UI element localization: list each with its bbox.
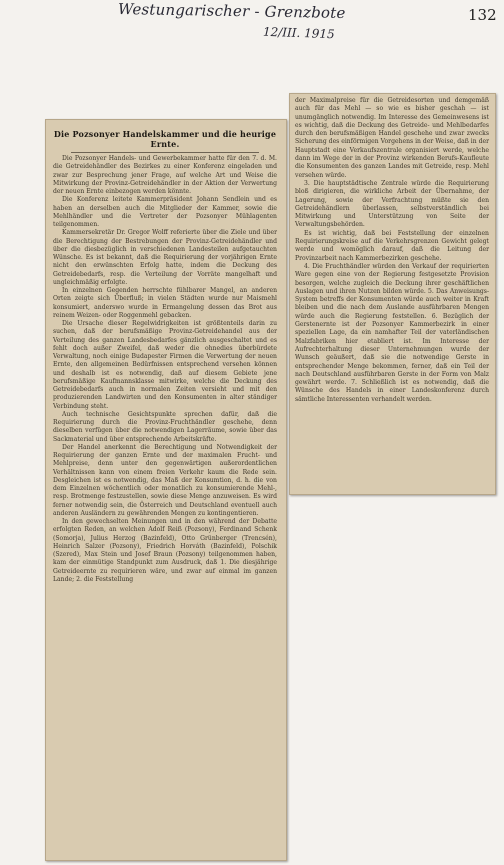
article-paragraph: Der Handel anerkennt die Berechtigung und Notwendigkeit der Requirierung der ganzen Ernte und der maximalen Frucht- und Mehlpreise, denn unter den gegenwärtigen außerordentlichen Verhältnissen kann von einem freien Verkehr kaum die Rede sein. Desgleichen ist es notwendig, das Maß der Konsumtion, d. h. die von dem Einzelnen wöchentlich oder monatlich zu konsumierende Mehl-, resp. Brotmenge festzustellen, sowie diese Menge anzuweisen. Es wird ferner notwendig sein, die Österreich und Deutschland eventuell auch anderen Ausländern zu gewährenden Mengen zu kontingentieren. [53,443,277,517]
handwritten-date: 12/III. 1915 [262,24,335,42]
article-paragraph: Es ist wichtig, daß bei Feststellung der einzelnen Requirierungskreise auf die Verkehrsgrenzen Gewicht gelegt werde und womöglich darauf, daß die Leitung der Provinzarbeit nach Kammerbezirken geschehe. [295,229,489,262]
handwritten-newspaper-title: Westungarischer - Grenzbote [117,0,346,22]
article-paragraph: In den gewechselten Meinungen und in den während der Debatte erfolgten Reden, an welchen Adolf Reiß (Pozsony), Ferdinand Schenk (Somorja), Julius Herzog (Bazinfeld), Otto Grünberger (Trencsén), Heinrich Salzer (Pozsony), Friedrich Horváth (Bazinfeld), Polschik (Szered), Max Stein und Josef Braun (Pozsony) teilgenommen haben, kam der einmütige Standpunkt zum Ausdruck, daß 1. Die diesjährige Getreideernte zu requirieren wäre, und zwar auf einmal im ganzen Lande; 2. die Feststellung [53,518,277,583]
handwritten-annotation [118,2,348,46]
article-paragraph: Die Pozsonyer Handels- und Gewerbekammer hatte für den 7. d. M. die Getreidehändler des Bezirkes zu einer Konferenz eingeladen und zwar zur Besprechung jener Frage, auf welche Art und Weise die Mitwirkung der Provinz-Getreidehändler in der Aktion der Verwertung der neuen Ernte einbezogen werden könnte. [53,155,277,195]
article-paragraph: In einzelnen Gegenden herrschte fühlbarer Mangel, an anderen Orten zeigte sich Überfluß; in vielen Städten wurde nur Maismehl konsumiert, anderswo wurde in Ermangelung dessen das Brot aus reinem Weizen- oder Roggenmehl gebacken. [53,287,277,319]
page-number: 132 [468,6,497,24]
article-paragraph: Die Ursache dieser Regelwidrigkeiten ist größtenteils darin zu suchen, daß der berufsmäßige Provinz-Getreidehandel aus der Verteilung des ganzen Landesbedarfes gänzlich ausgeschaltet und es fehlt doch außer Zweifel, daß weder die ohnedies überbürdete Verwaltung, noch einige Budapester Firmen die Verwertung der neuen Ernte, den allgemeinen Bedürfnissen entsprechend versehen können und deshalb ist es notwendig, daß auf diesem Gebiete jene berufsmäßige Kaufmannsklasse mitwirke, welche die Deckung des Getreidebedarfs auch in normalen Zeiten versieht und mit den produzierenden Landwirten und den Konsumenten in alter ständiger Verbindung steht. [53,320,277,410]
article-column-right [295,97,489,404]
article-paragraph: 4. Die Fruchthändler würden den Verkauf der requirierten Ware gegen eine von der Regierung festgesetzte Provision besorgen, welche zugleich die Deckung ihrer geschäftlichen Auslagen und ihren Nutzen bilden würde. 5. Das Anweisungs-System betreffs der Konsumenten würde auch weiter in Kraft bleiben und die nach dem Auslande ausführbaren Mengen würde auch die Regierung feststellen. 6. Bezüglich der Gerstenernte ist der Pozsonyer Kammerbezirk in einer speziellen Lage, da ein namhafter Teil der vaterländischen Malzfabriken hier etabliert ist. Im Interesse der Aufrechterhaltung dieser Unternehmungen wurde der Wunsch geäußert, daß sie die notwendige Gerste in entsprechender Menge bekommen, ferner, daß ein Teil der nach Deutschland ausführbaren Gerste in der Form von Malz gewährt werde. 7. Schließlich ist es notwendig, daß die Wünsche des Handels in einer Landeskonferenz durch sämtliche Interessenten verhandelt werden. [295,262,489,403]
newspaper-clipping-right [289,93,496,495]
article-paragraph: Die Konferenz leitete Kammerpräsident Johann Sendlein und es haben an derselben auch die Mitglieder der Kammer, sowie die Mehlhändler und die Vertreter der Pozsonyer Mühlagenten teilgenommen. [53,196,277,228]
newspaper-clipping-left [45,119,287,861]
article-column-left [53,129,277,584]
article-paragraph: Auch technische Gesichtspunkte sprechen dafür, daß die Requirierung durch die Provinz-Fruchthändler geschehe, denn dieselben verfügen über die notwendigen Lagerräume, sowie über das Sackmaterial und über entsprechende Arbeitskräfte. [53,410,277,443]
article-headline: Die Pozsonyer Handelskammer und die heurige Ernte. [53,129,277,149]
headline-divider [71,152,259,153]
article-paragraph: Kammersekretär Dr. Gregor Wolff referierte über die Ziele und über die Berechtigung der Bestrebungen der Provinz-Getreidehändler und über die diesbezüglich in verschiedenen Landesteilen aufgetauchten Wünsche. Es ist bekannt, daß die Requirierung der vorjährigen Ernte nicht den erwünschten Erfolg hatte, indem die Deckung des Getreidebedarfs, resp. die Verteilung der Vorräte mangelhaft und ungleichmäßig erfolgte. [53,229,277,286]
article-paragraph: der Maximalpreise für die Getreidesorten und demgemäß auch für das Mehl — so wie es bisher geschah — ist unumgänglich notwendig. Im Interesse des Gemeinwesens ist es wichtig, daß die Deckung des Getreide- und Mehlbedarfes durch den berufsmäßigen Handel geschehe und zwar zwecks Sicherung des einförmigen Vorgehens in der Weise, daß in der Hauptstadt eine Verkaufszentrale organisiert werde, welche dann im Wege der in der Provinz wirkenden Berufs-Kaufleute die Konsumenten des ganzen Landes mit Getreide, resp. Mehl versehen würde. [295,97,489,179]
article-paragraph: 3. Die hauptstädtische Zentrale würde die Requirierung bloß dirigieren, die wirkliche Arbeit der Übernahme, der Lagerung, sowie der Verfrachtung müßte sie den Getreidehändlern überlassen, selbstverständlich bei Mitwirkung und Unterstützung von Seite der Verwaltungsbehörden. [295,179,489,229]
